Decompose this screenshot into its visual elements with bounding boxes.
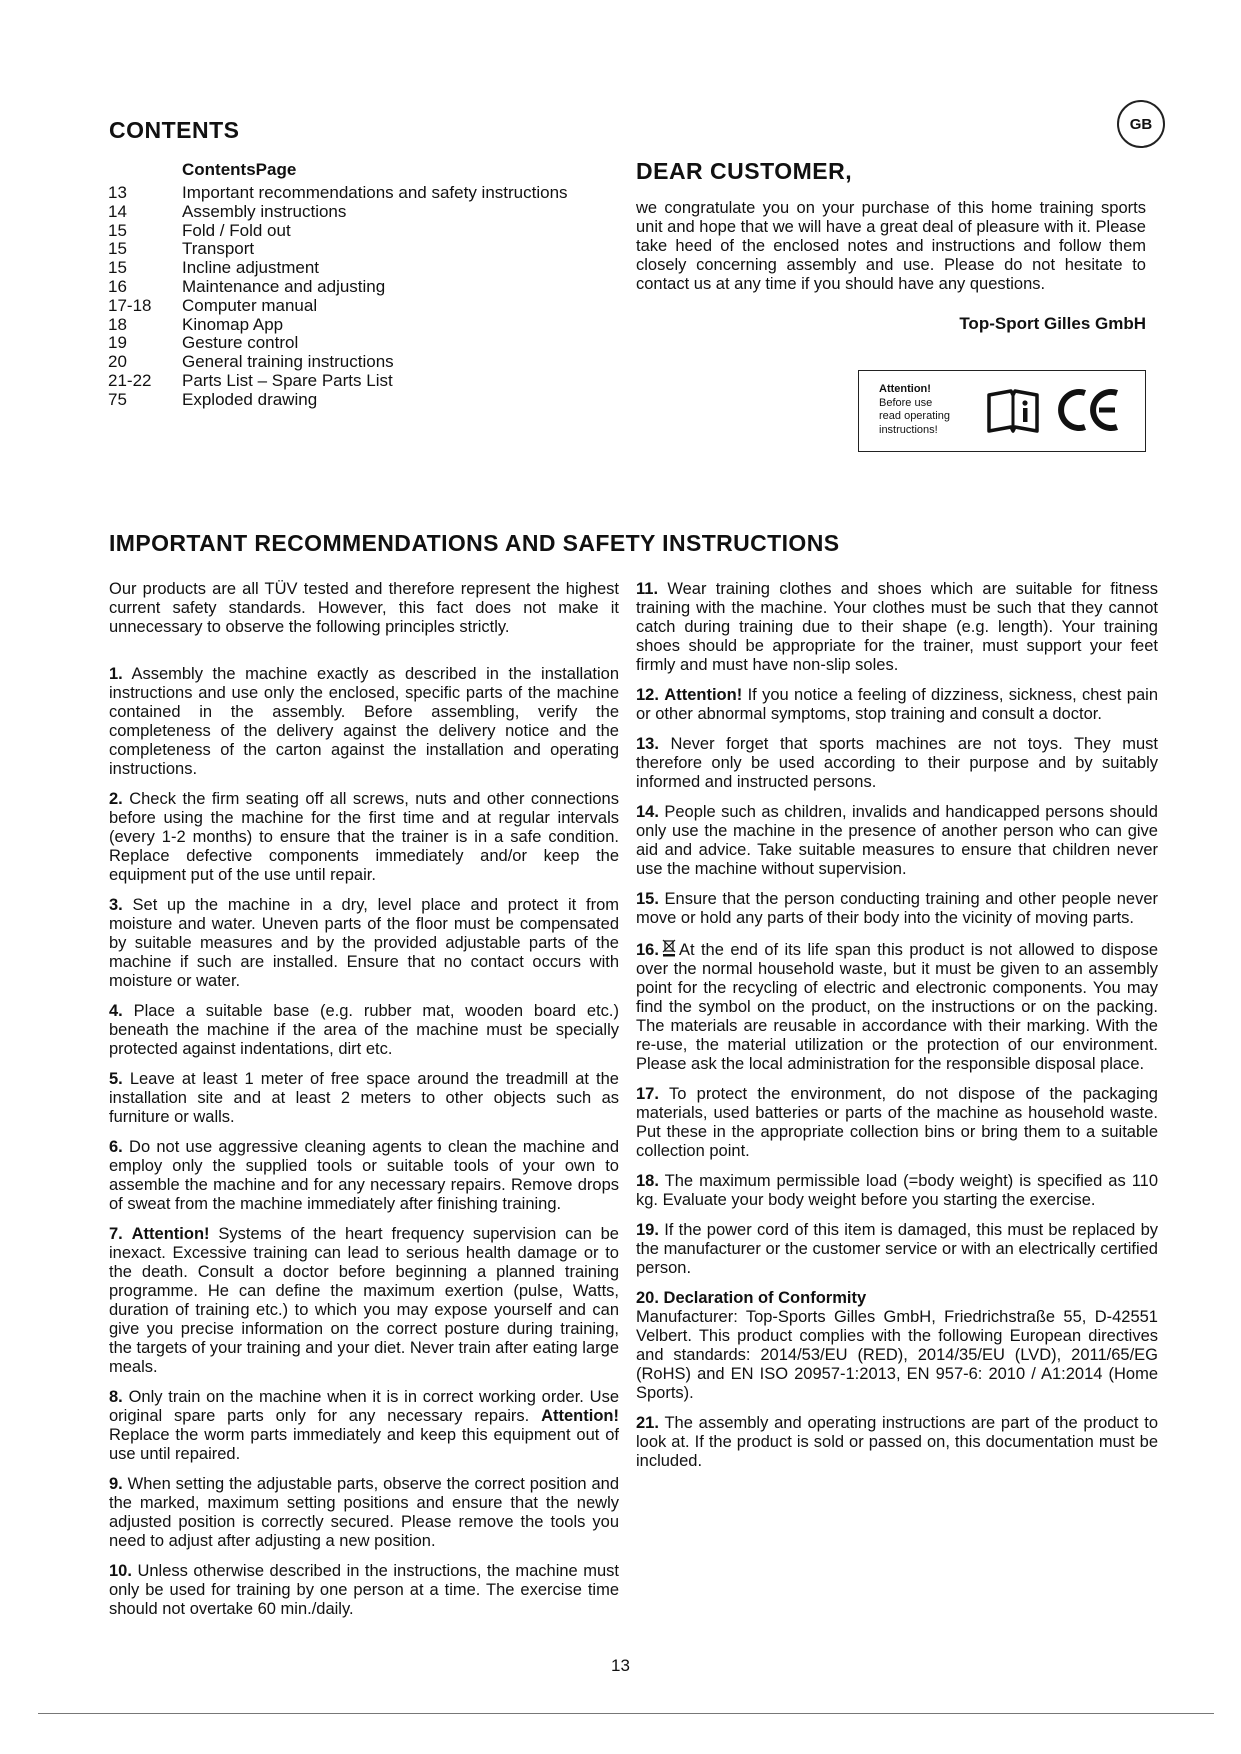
toc-page: 17-18: [108, 295, 152, 315]
toc-page: 18: [108, 314, 127, 334]
safety-item: [636, 735, 1158, 792]
item-text: If the power cord of this item is damaged, this must be replaced by the manufacturer or the customer service or with an electrically certified person.: [636, 1221, 1158, 1277]
item-number: 4.: [109, 1002, 123, 1020]
item-number: 12.: [636, 686, 659, 704]
item-number: 3.: [109, 896, 123, 914]
toc-row: [108, 391, 628, 410]
safety-column-right: [636, 580, 1158, 1482]
item-number: 8.: [109, 1388, 123, 1406]
item-text: When setting the adjustable parts, observe the correct position and the marked, maximum setting positions and ensure that the newly adjusted position is correctly secured. Please remove the tools you need to adjust after adjusting a new position.: [109, 1475, 619, 1550]
toc-label: General training instructions: [182, 352, 394, 372]
toc-page: 16: [108, 276, 127, 296]
toc-label: Maintenance and adjusting: [182, 276, 386, 296]
item-attention: Attention!: [131, 1225, 210, 1243]
item-text: Assembly the machine exactly as described in the installation instructions and use only the enclosed, specific parts of the machine contained in the assembly. Before assembling, verify the completeness of the delivery against the delivery notice and the completeness of the carton against the installation and operating instructions.: [109, 665, 620, 778]
item-text: The maximum permissible load (=body weight) is specified as 110 kg. Evaluate your body weight before you starting the exercise.: [636, 1172, 1158, 1209]
item-number: 19.: [636, 1221, 659, 1239]
notice-line: read operating: [879, 410, 950, 422]
safety-item: [636, 890, 1158, 928]
item-number: 17.: [636, 1085, 659, 1103]
dear-customer-title: DEAR CUSTOMER,: [636, 158, 853, 184]
toc-row: [108, 184, 628, 203]
safety-item: [636, 1414, 1158, 1471]
ce-mark-icon: [1055, 385, 1121, 435]
notice-text: [879, 383, 969, 437]
item-number: 9.: [109, 1475, 123, 1493]
manual-book-icon: [985, 389, 1041, 435]
item-text: People such as children, invalids and handicapped persons should only use the machine in the presence of another person who can give aid and advice. Take suitable measures to ensure that children never use the machine without supervision.: [636, 803, 1158, 878]
toc-label: Parts List – Spare Parts List: [182, 370, 393, 390]
safety-item: [636, 803, 1158, 879]
item-text: To protect the environment, do not dispose of the packaging materials, used batteries or parts of the machine as household waste. Put these in the appropriate collection bins or bring them to a suitable collection point.: [636, 1085, 1158, 1160]
safety-item: [109, 1562, 619, 1619]
toc-label: Fold / Fold out: [182, 220, 291, 240]
toc-row: [108, 372, 628, 391]
item-number: 6.: [109, 1138, 123, 1156]
item-number: 2.: [109, 790, 123, 808]
toc-header: ContentsPage: [182, 160, 297, 179]
safety-item: [636, 686, 1158, 724]
read-instructions-notice: [858, 370, 1146, 452]
item-number: 15.: [636, 890, 659, 908]
safety-intro: Our products are all TÜV tested and therefore represent the highest current safety standards. However, this fact does not make it unnecessary to observe the following principles strictly.: [109, 580, 619, 636]
notice-line: Before use: [879, 396, 933, 409]
safety-item: [636, 1172, 1158, 1210]
toc-row: [108, 297, 628, 316]
toc-row: [108, 222, 628, 241]
safety-item: [109, 1138, 619, 1214]
safety-title: IMPORTANT RECOMMENDATIONS AND SAFETY INSTRUCTIONS: [109, 530, 840, 556]
toc-page: 20: [108, 352, 127, 372]
contents-title: CONTENTS: [109, 117, 240, 143]
item-text: Place a suitable base (e.g. rubber mat, wooden board etc.) beneath the machine if the area of the machine must be specially protected against indentations, dirt etc.: [109, 1002, 619, 1058]
item-text: At the end of its life span this product is not allowed to dispose over the normal household waste, but it must be given to an assembly point for the recycling of electric and electronic components. You may find the symbol on the product, on the instructions or on the packing. The materials are reusable in accordance with their marking. With the re-use, the material utilization or the protection of our environment. Please ask the local administration for the responsible disposal place.: [636, 941, 1158, 1073]
item-attention: Attention!: [664, 686, 743, 704]
toc-row: [108, 353, 628, 372]
toc-row: [108, 278, 628, 297]
notice-attention: Attention!: [879, 383, 931, 395]
toc-label: Gesture control: [182, 333, 299, 353]
item-text: Systems of the heart frequency supervision can be inexact. Excessive training can lead to serious health damage or to the death. Consult a doctor before beginning a planned training programme. He can define the maximum exertion (pulse, Watts, duration of training etc.) to which you may expose yourself and can give you precise information on the correct posture during training, the targets of your training and your diet. Never train after eating large meals.: [109, 1225, 619, 1376]
item-text: If you notice a feeling of dizziness, sickness, chest pain or other abnormal symptoms, stop training and consult a doctor.: [636, 686, 1158, 723]
safety-item: [109, 665, 619, 779]
safety-item: [109, 1225, 619, 1377]
safety-item: [109, 1002, 619, 1059]
item-number: 21.: [636, 1414, 659, 1432]
item-number: 1.: [109, 665, 123, 683]
item-text: Set up the machine in a dry, level place and protect it from moisture and water. Uneven parts of the floor must be compensated by suitable measures and by the provided adjustable parts of the machine if such are installed. Ensure that no contact occurs with moisture or water.: [109, 896, 619, 990]
item-heading: Declaration of Conformity: [663, 1289, 867, 1307]
toc-label: Assembly instructions: [182, 201, 347, 221]
item-attention: Attention!: [541, 1407, 619, 1425]
item-number: 11.: [636, 580, 659, 598]
toc-page: 13: [108, 183, 127, 202]
toc-page: 15: [108, 239, 127, 259]
item-text: Replace the worm parts immediately and keep this equipment out of use until repaired.: [109, 1426, 619, 1463]
item-text: Do not use aggressive cleaning agents to clean the machine and employ only the supplied tools or suitable tools of your own to assemble the machine and for any necessary repairs. Remove drops of sweat from the machine immediately after finishing training.: [109, 1138, 620, 1213]
footer-divider: [38, 1713, 1214, 1714]
safety-item: [636, 580, 1158, 675]
safety-item: [109, 1070, 619, 1127]
item-text: Ensure that the person conducting training and other people never move or hold any parts of their body into the vicinity of moving parts.: [636, 890, 1158, 927]
item-text: Never forget that sports machines are not toys. They must therefore only be used according to their purpose and by suitably informed and instructed persons.: [636, 735, 1158, 791]
safety-item: [109, 1388, 619, 1464]
item-number: 16.: [636, 941, 659, 959]
item-number: 5.: [109, 1070, 123, 1088]
item-text: Wear training clothes and shoes which are suitable for fitness training with the machine. Your clothes must be such that they cannot catch during training due to their shape (e.g. length). Your training shoes should be appropriate for the trainer, must support your feet firmly and must have non-slip soles.: [636, 580, 1158, 674]
safety-item: [636, 1221, 1158, 1278]
item-text: Check the firm seating off all screws, nuts and other connections before using the machine for the first time and at regular intervals (every 1-2 months) to ensure that the trainer is in a safe condition. Replace defective components immediately and/or keep the equipment put of the use until repair.: [109, 790, 619, 884]
language-badge: GB: [1117, 100, 1165, 148]
toc-row: [108, 240, 628, 259]
toc-page: 21-22: [108, 370, 152, 390]
safety-item: [109, 790, 619, 885]
safety-item: [636, 1289, 1158, 1403]
safety-column-left: [109, 580, 619, 1630]
toc-page: 19: [108, 333, 127, 353]
toc-row: [108, 334, 628, 353]
item-text: The assembly and operating instructions are part of the product to look at. If the product is sold or passed on, this documentation must be included.: [636, 1414, 1158, 1470]
toc-row: [108, 259, 628, 278]
crossed-bin-icon: [662, 939, 676, 957]
toc-label: Important recommendations and safety instructions: [182, 183, 568, 202]
item-text: Manufacturer: Top-Sports Gilles GmbH, Friedrichstraße 55, D-42551 Velbert. This product complies with the following European directives and standards: 2014/53/EU (RED), 2014/35/EU (LVD), 2011/65/EG (RoHS) and EN ISO 20957-1:2013, EN 957-6: 2010 / A1:2014 (Home Sports).: [636, 1308, 1158, 1402]
safety-item: [636, 939, 1158, 1074]
item-number: 18.: [636, 1172, 659, 1190]
safety-item: [109, 1475, 619, 1551]
safety-item: [636, 1085, 1158, 1161]
toc-label: Incline adjustment: [182, 258, 320, 278]
toc-row: [108, 316, 628, 335]
company-signature: Top-Sport Gilles GmbH: [959, 314, 1146, 333]
item-number: 13.: [636, 735, 659, 753]
notice-line: instructions!: [879, 423, 938, 436]
toc-page: 15: [108, 220, 127, 240]
item-number: 20.: [636, 1289, 659, 1307]
item-number: 10.: [109, 1562, 132, 1580]
toc-page: 75: [108, 389, 127, 409]
toc-row: [108, 203, 628, 222]
toc-label: Computer manual: [182, 295, 318, 315]
item-number: 14.: [636, 803, 659, 821]
toc-page: 14: [108, 201, 127, 221]
toc-label: Exploded drawing: [182, 389, 318, 409]
table-of-contents: [108, 184, 628, 410]
page-number: 13: [611, 1656, 630, 1675]
item-number: 7.: [109, 1225, 123, 1243]
item-text: Unless otherwise described in the instructions, the machine must only be used for training by one person at a time. The exercise time should not overtake 60 min./daily.: [109, 1562, 619, 1618]
item-text: Leave at least 1 meter of free space around the treadmill at the installation site and at least 2 meters to other objects such as furniture or walls.: [109, 1070, 619, 1126]
dear-customer-text: we congratulate you on your purchase of this home training sports unit and hope that we will have a great deal of pleasure with it. Please take heed of the enclosed notes and instructions and follow them closely concerning assembly and use. Please do not hesitate to contact us at any time if you should have any questions.: [636, 199, 1146, 293]
item-text: Only train on the machine when it is in correct working order. Use original spare parts only for any necessary repairs.: [109, 1388, 619, 1425]
toc-page: 15: [108, 258, 127, 278]
toc-label: Kinomap App: [182, 314, 284, 334]
safety-item: [109, 896, 619, 991]
toc-label: Transport: [182, 239, 255, 259]
